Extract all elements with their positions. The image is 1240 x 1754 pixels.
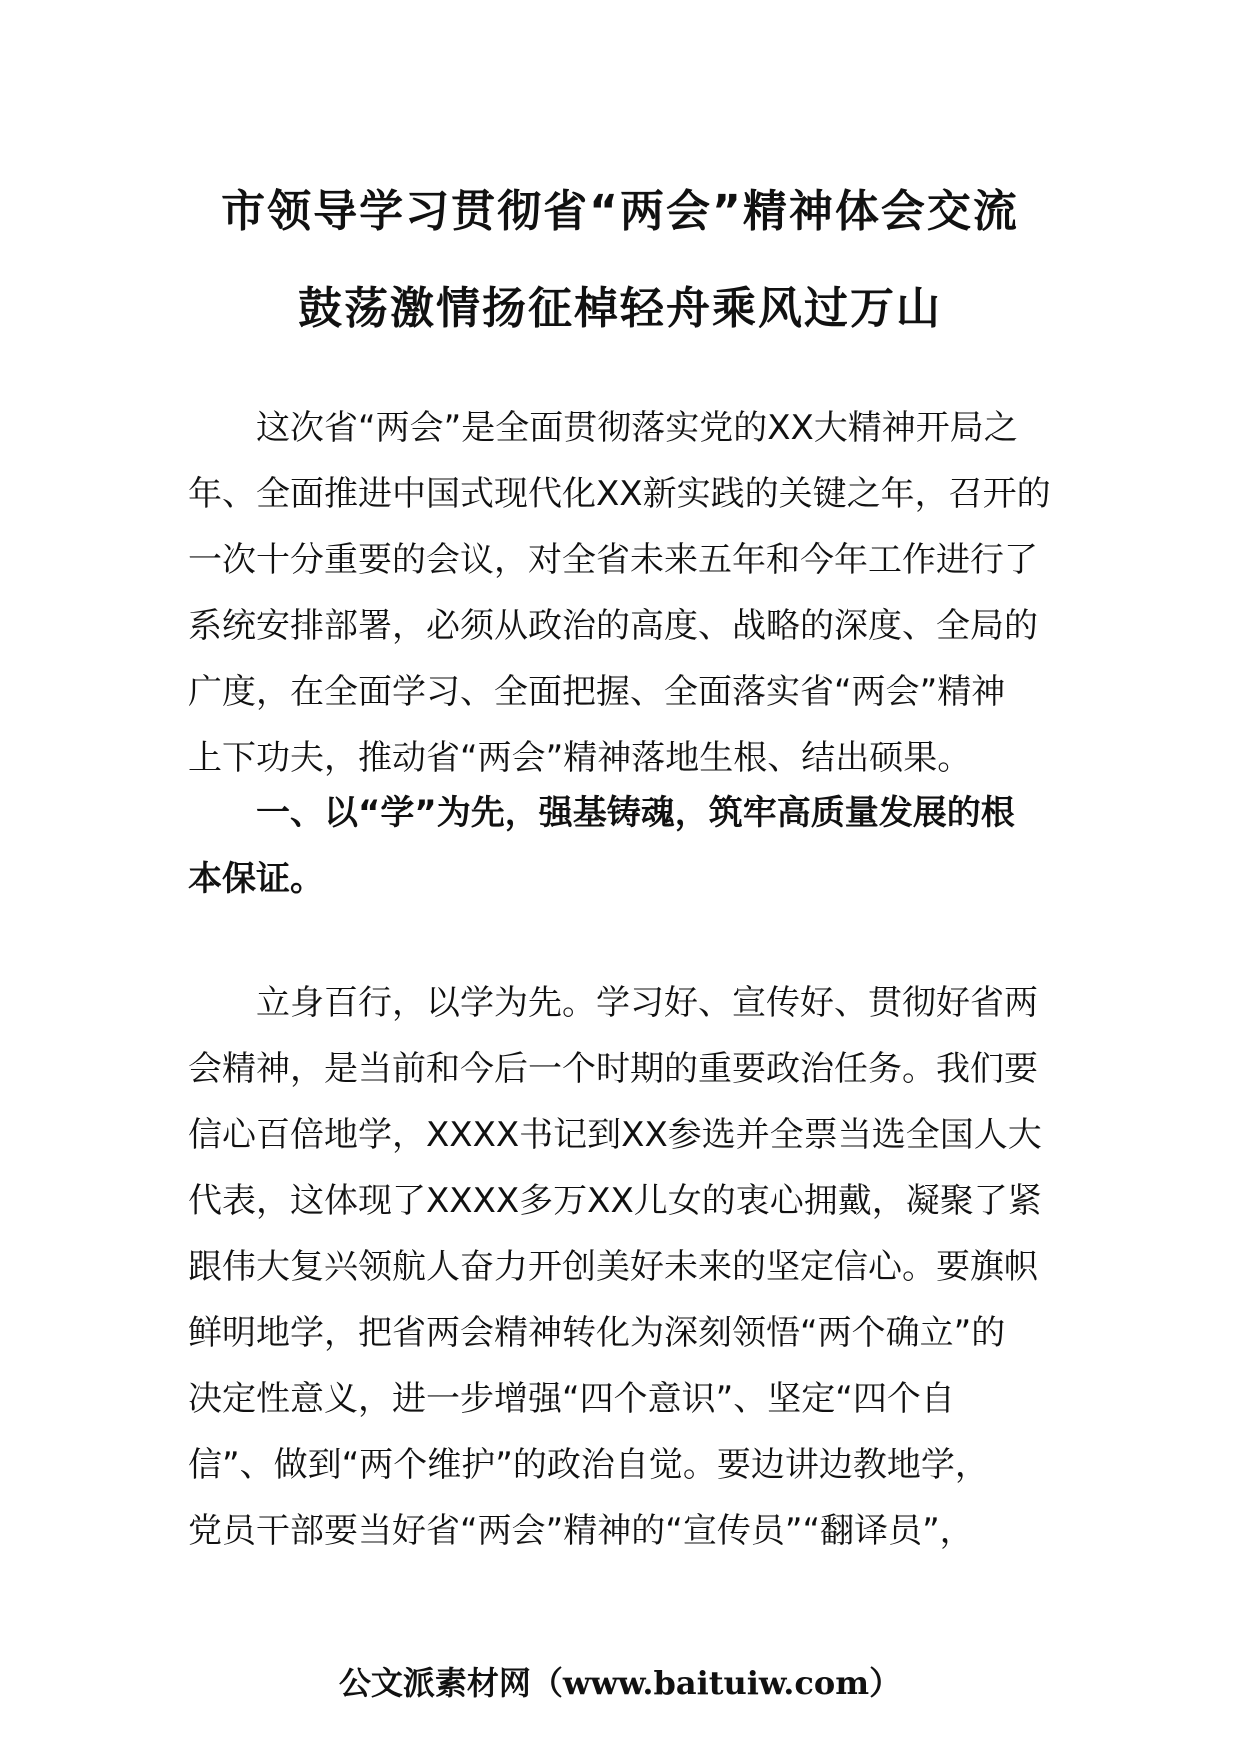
document-title: 市领导学习贯彻省“两会”精神体会交流 [221, 186, 1019, 237]
paragraph-line: 党员干部要当好省“两会”精神的“宣传员”“翻译员”， [188, 1511, 974, 1551]
paragraph-line: 广度，在全面学习、全面把握、全面落实省“两会”精神 [188, 672, 1006, 712]
paragraph-line: 跟伟大复兴领航人奋力开创美好未来的坚定信心。要旗帜 [188, 1247, 1038, 1287]
paragraph-line: 系统安排部署，必须从政治的高度、战略的深度、全局的 [188, 606, 1038, 646]
paragraph-line: 会精神，是当前和今后一个时期的重要政治任务。我们要 [188, 1049, 1038, 1089]
heading-line: 一、以“学”为先，强基铸魂，筑牢高质量发展的根 [256, 793, 1015, 833]
paragraph-line: 鲜明地学，把省两会精神转化为深刻领悟“两个确立”的 [188, 1313, 1006, 1353]
paragraph-line: 决定性意义，进一步增强“四个意识”、坚定“四个自 [188, 1379, 955, 1419]
paragraph-line: 年、全面推进中国式现代化XX新实践的关键之年，召开的 [188, 474, 1051, 514]
paragraph-line: 这次省“两会”是全面贯彻落实党的XX大精神开局之 [256, 408, 1018, 448]
paragraph-line: 信心百倍地学，XXXX书记到XX参选并全票当选全国人大 [188, 1115, 1042, 1155]
footer-watermark: 公文派素材网（www.baituiw.com） [338, 1664, 902, 1702]
paragraph-intro [188, 395, 1058, 791]
paragraph-line: 代表，这体现了XXXX多万XX儿女的衷心拥戴，凝聚了紧 [188, 1181, 1042, 1221]
paragraph-section-1 [188, 970, 1058, 1564]
section-heading [188, 780, 1058, 912]
heading-line: 本保证。 [188, 859, 324, 899]
paragraph-line: 信”、做到“两个维护”的政治自觉。要边讲边教地学， [188, 1445, 989, 1485]
document-subtitle: 鼓荡激情扬征棹轻舟乘风过万山 [298, 283, 942, 334]
paragraph-line: 立身百行，以学为先。学习好、宣传好、贯彻好省两 [256, 983, 1038, 1023]
paragraph-line: 上下功夫，推动省“两会”精神落地生根、结出硕果。 [188, 738, 972, 778]
paragraph-line: 一次十分重要的会议，对全省未来五年和今年工作进行了 [188, 540, 1038, 580]
